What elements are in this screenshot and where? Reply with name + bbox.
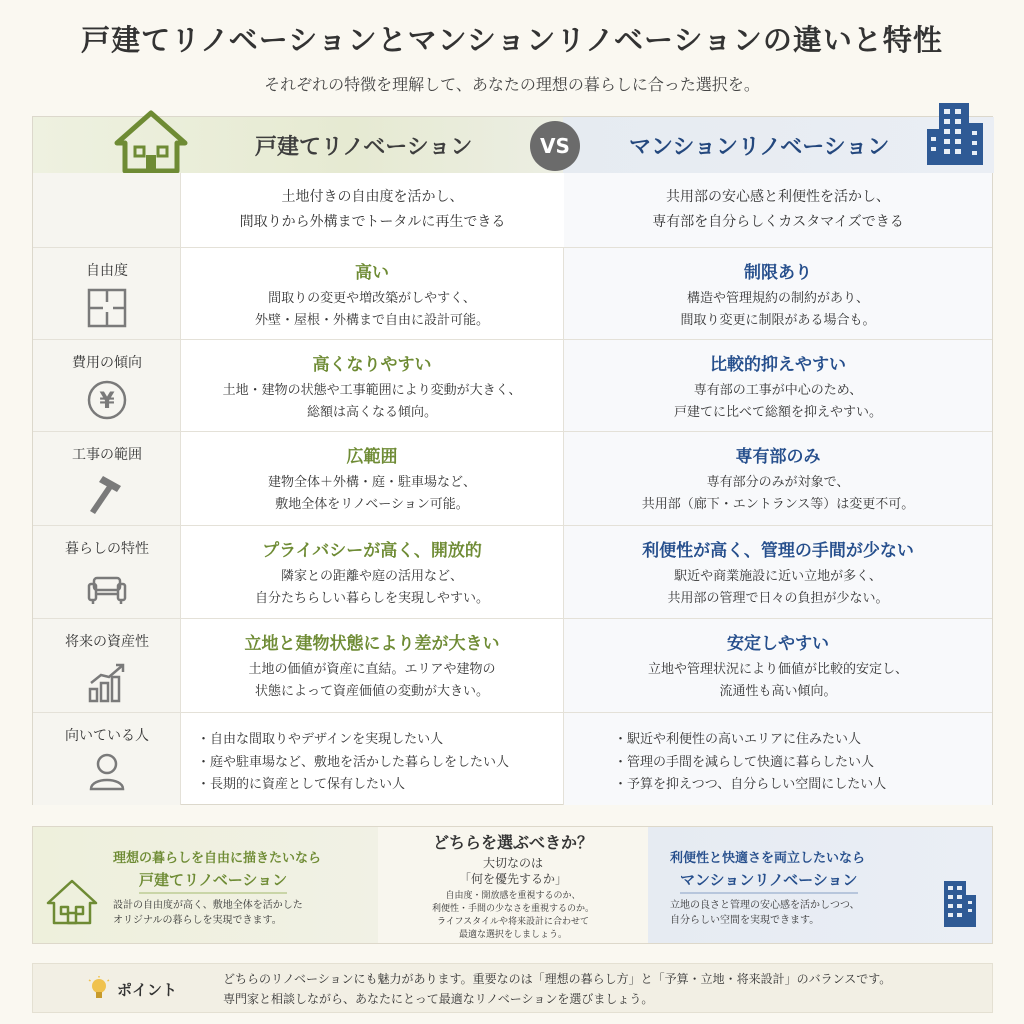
decision-left	[33, 827, 378, 943]
left-body: 建物全体＋外構・庭・駐車場など、 敷地全体をリノベーション可能。	[267, 475, 476, 512]
row-label-cell	[33, 619, 181, 712]
decision-panel	[32, 826, 993, 944]
right-heading: 制限あり	[744, 263, 812, 283]
hammer-icon	[85, 472, 129, 516]
right-body: 駅近や商業施設に近い立地が多く、 共用部の管理で日々の負担が少ない。	[667, 569, 889, 606]
left-body: 土地の価値が資産に直結。エリアや建物の 状態によって資産価値の変動が大きい。	[248, 662, 496, 699]
right-heading: 比較的抑えやすい	[710, 355, 846, 375]
point-box	[32, 963, 993, 1013]
row-label: 暮らしの特性	[65, 541, 149, 557]
row-label: 工事の範囲	[72, 447, 142, 463]
left-body: 間取りの変更や増改築がしやすく、 外壁・屋根・外構まで自由に設計可能。	[254, 291, 489, 328]
row-label: 費用の傾向	[72, 355, 142, 371]
right-body: 構造や管理規約の制約があり、 間取り変更に制限がある場合も。	[680, 291, 876, 328]
row-label-cell	[33, 432, 181, 525]
comparison-table	[32, 116, 993, 805]
list-item: ・予算を抑えつつ、自分らしい空間にしたい人	[614, 777, 887, 792]
house-icon	[113, 109, 189, 175]
suited-left-list	[197, 729, 509, 797]
decision-center-body: 自由度・開放感を重視するのか、 利便性・手間の少なさを重視するのか。 ライフスタイルや将来設計に合わせて 最適な選択をしましょう。	[431, 891, 594, 940]
left-heading: プライバシーが高く、開放的	[262, 541, 482, 561]
list-item: ・庭や駐車場など、敷地を活かした暮らしをしたい人	[197, 754, 510, 770]
left-heading: 広範囲	[346, 447, 398, 467]
decision-right	[648, 827, 992, 943]
decision-right-title: マンションリノベーション	[680, 869, 858, 894]
list-item: ・管理の手間を減らして快適に暮らしたい人	[614, 754, 875, 770]
left-heading: 立地と建物状態により差が大きい	[244, 634, 500, 654]
decision-center-title: どちらを選ぶべきか？	[432, 833, 593, 852]
left-cell	[181, 713, 564, 805]
list-item: ・自由な間取りやデザインを実現したい人	[197, 732, 444, 747]
sofa-icon	[85, 566, 129, 610]
right-body: 立地や管理状況により価値が比較的安定し、 流通性も高い傾向。	[647, 662, 908, 699]
right-cell	[564, 432, 992, 525]
decision-center	[378, 827, 648, 943]
left-heading: 高い	[355, 263, 389, 283]
row-label-cell	[33, 248, 181, 339]
decision-left-lead: 理想の暮らしを自由に描きたいなら	[113, 851, 322, 866]
right-cell	[564, 526, 992, 618]
right-cell	[564, 713, 992, 805]
table-row	[33, 712, 992, 805]
left-cell	[181, 619, 564, 712]
right-heading: 利便性が高く、管理の手間が少ない	[642, 541, 914, 561]
left-body: 土地・建物の状態や工事範囲により変動が大きく、 総額は高くなる傾向。	[222, 383, 522, 420]
header-right-title: マンションリノベーション	[629, 135, 890, 160]
person-icon	[85, 749, 129, 793]
decision-left-desc: 設計の自由度が高く、敷地全体を活かした オリジナルの暮らしを実現できます。	[113, 900, 303, 926]
row-label-cell	[33, 526, 181, 618]
right-body: 専有部分のみが対象で、 共用部（廊下・エントランス等）は変更不可。	[641, 475, 915, 512]
table-row	[33, 618, 992, 712]
table-row	[33, 247, 992, 339]
right-intro: 共用部の安心感と利便性を活かし、 専有部を自分らしくカスタマイズできる	[564, 173, 992, 247]
left-body: 隣家との距離や庭の活用など、 自分たちらしい暮らしを実現しやすい。	[254, 569, 489, 606]
row-label-cell	[33, 340, 181, 431]
left-cell	[181, 248, 564, 339]
row-label: 将来の資産性	[65, 634, 149, 650]
left-intro: 土地付きの自由度を活かし、 間取りから外構までトータルに再生できる	[239, 189, 506, 230]
table-row	[33, 525, 992, 618]
yen-icon	[85, 378, 129, 422]
house-outline-icon	[45, 877, 99, 927]
decision-left-title: 戸建てリノベーション	[139, 869, 287, 894]
right-cell	[564, 340, 992, 431]
right-heading: 専有部のみ	[735, 447, 821, 467]
right-cell	[564, 619, 992, 712]
left-cell	[181, 526, 564, 618]
decision-right-desc: 立地の良さと管理の安心感を活かしつつ、 自分らしい空間を実現できます。	[670, 900, 860, 926]
row-label: 向いている人	[65, 728, 149, 744]
row-label-cell	[33, 713, 181, 805]
list-item: ・駅近や利便性の高いエリアに住みたい人	[614, 732, 862, 747]
header-left-title: 戸建てリノベーション	[255, 135, 473, 160]
growth-chart-icon	[85, 661, 129, 705]
decision-right-lead: 利便性と快適さを両立したいなら	[670, 851, 866, 866]
row-label: 自由度	[86, 263, 128, 279]
point-text: どちらのリノベーションにも魅力があります。重要なのは「理想の暮らし方」と「予算・立地・将来設計」のバランスです。 専門家と相談しながら、あなたにとって最適なリノベーションを選びましょう。	[223, 972, 892, 1006]
suited-right-list	[614, 729, 886, 797]
page-subtitle: それぞれの特徴を理解して、あなたの理想の暮らしに合った選択を。	[264, 75, 760, 94]
table-row	[33, 339, 992, 431]
svg-text:¥: ¥	[99, 389, 115, 414]
vs-badge: VS	[530, 121, 580, 171]
left-cell	[181, 340, 564, 431]
floor-plan-icon	[85, 286, 129, 330]
left-cell	[181, 432, 564, 525]
right-body: 専有部の工事が中心のため、 戸建てに比べて総額を抑えやすい。	[673, 383, 882, 420]
right-heading: 安定しやすい	[727, 634, 829, 654]
right-cell	[564, 248, 992, 339]
building-small-icon	[936, 877, 978, 929]
building-icon	[925, 99, 985, 167]
decision-center-sub: 大切なのは 「何を優先するか」	[458, 856, 567, 886]
left-heading: 高くなりやすい	[312, 355, 432, 375]
intro-label-cell	[33, 173, 181, 247]
table-row	[33, 431, 992, 525]
lightbulb-icon	[87, 976, 111, 1002]
point-label: ポイント	[117, 981, 178, 999]
page-title: 戸建てリノベーションとマンションリノベーションの違いと特性	[81, 23, 943, 57]
list-item: ・長期的に資産として保有したい人	[197, 777, 406, 792]
